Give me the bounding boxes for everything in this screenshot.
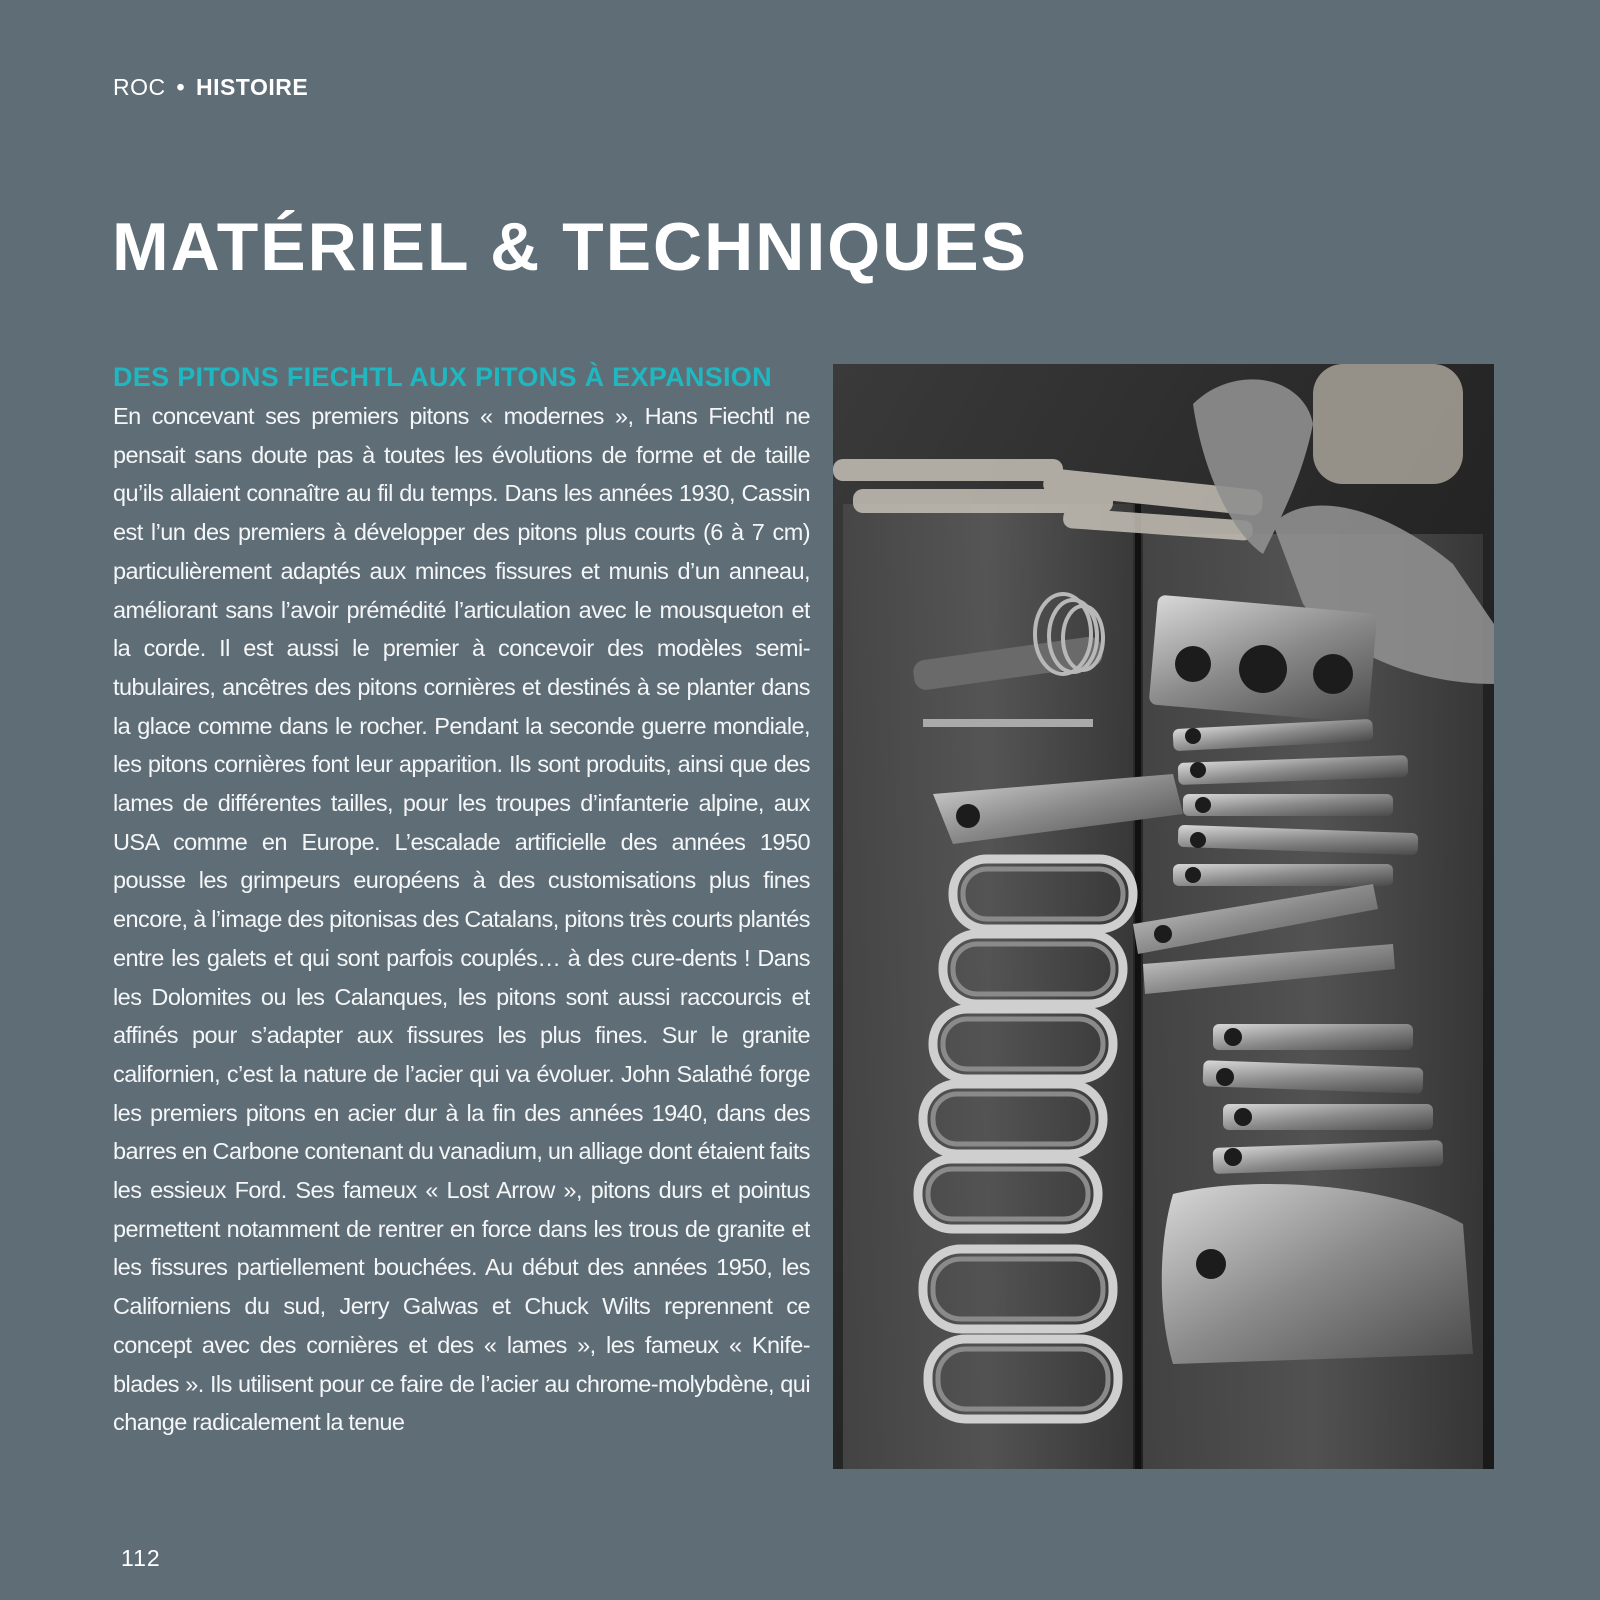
photo-illustration (833, 364, 1494, 1469)
page-title: MATÉRIEL & TECHNIQUES (112, 209, 1028, 285)
running-head-section: ROC (113, 74, 166, 100)
article-paragraph: En concevant ses premiers pitons « modernes », Hans Fiechtl ne pensait sans doute pas à toutes les évolutions de forme et de taille qu’ils allaient connaître au fil du temps. Dans les années 1930, Cassin est l’un des premiers à développer des pitons plus courts (6 à 7 cm) particulièrement adaptés aux minces fissures et munis d’un anneau, améliorant sans l’avoir prémédité l’articulation avec le mousqueton et la corde. Il est aussi le premier à concevoir des modèles semi-tubulaires, ancêtres des pitons cornières et destinés à se planter dans la glace comme dans le rocher. Pendant la seconde guerre mondiale, les pitons cornières font leur apparition. Ils sont produits, ainsi que des lames de différentes tailles, pour les troupes d’infanterie alpine, aux USA comme en Europe. L’escalade artificielle des années 1950 pousse les grimpeurs européens à des customisations plus fines encore, à l’image des pitonisas des Catalans, pitons très courts plantés entre les galets et qui sont parfois couplés… à des cure-dents ! Dans les Dolomites ou les Calanques, les pitons sont aussi raccourcis et affinés pour s’adapter aux fissures les plus fines. Sur le granite californien, c’est la nature de l’acier qui va évoluer. John Salathé forge les premiers pitons en acier dur à la fin des années 1940, dans des barres en Carbone contenant du vanadium, un alliage dont étaient faits les essieux Ford. Ses fameux « Lost Arrow », pitons durs et pointus permettent notamment de rentrer en force dans les trous de granite et les fissures partiellement bouchées. Au début des années 1950, les Californiens du sud, Jerry Galwas et Chuck Wilts reprennent ce concept avec des cornières et des « lames », les fameux « Knife-blades ». Ils utilisent pour ce faire de l’acier au chrome-molybdène, qui change radicalement la tenue (113, 403, 810, 1436)
page-number: 112 (121, 1545, 161, 1571)
article-column (113, 357, 810, 1477)
climbing-gear-photo (833, 364, 1494, 1469)
running-head-separator: • (176, 74, 186, 100)
running-head-chapter: HISTOIRE (195, 74, 309, 100)
article-subheading: DES PITONS FIECHTL AUX PITONS À EXPANSION (113, 362, 772, 392)
running-head (113, 74, 308, 101)
